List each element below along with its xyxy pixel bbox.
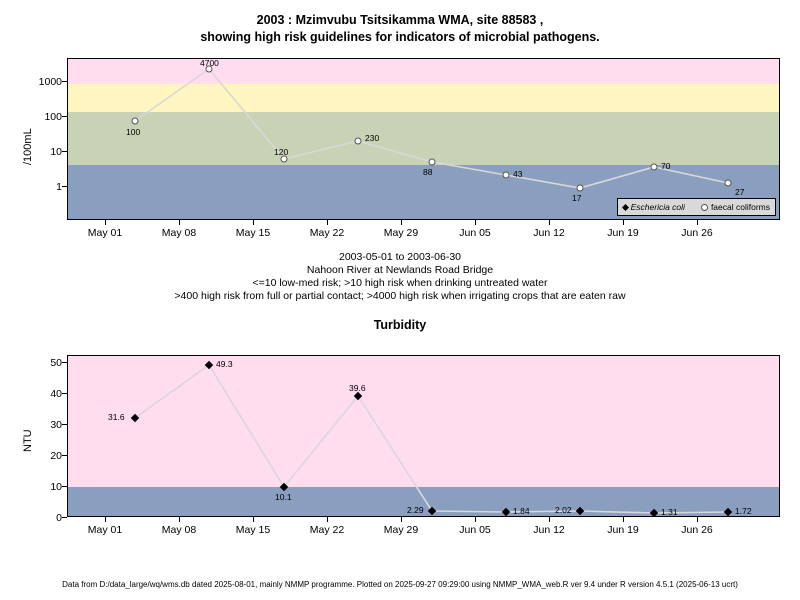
plot2-point-label: 2.29: [407, 505, 424, 515]
plot2-point-label: 1.31: [661, 507, 678, 517]
plot1-point-label: 43: [513, 169, 523, 179]
plot1-xtick-mark: [623, 220, 624, 225]
plot1-frame: [67, 58, 780, 220]
plot2-xtick-mark: [549, 517, 550, 522]
plot2-xtick-label: May 15: [235, 524, 271, 536]
legend-label-ecoli: Eschericia coli: [630, 202, 685, 212]
plot2-point-label: 1.84: [513, 506, 530, 516]
plot2-ytick-mark: [62, 455, 67, 456]
plot2-ytick-mark: [62, 486, 67, 487]
plot2-point-label: 31.6: [108, 412, 125, 422]
plot1-xtick-label: Jun 19: [607, 227, 639, 239]
plot1-point-label: 120: [274, 147, 289, 157]
plot2-ytick-mark: [62, 362, 67, 363]
turbidity-title: Turbidity: [373, 318, 427, 332]
plot1-point-label: 230: [365, 133, 380, 143]
plot1-xtick-mark: [401, 220, 402, 225]
plot1-point-label: 27: [735, 187, 745, 197]
plot2-point-label: 2.02: [555, 505, 572, 515]
page-title: [0, 12, 800, 46]
plot1-xtick-label: May 15: [235, 227, 271, 239]
plot1-ytick: 10: [50, 146, 62, 158]
plot1-xtick-label: Jun 05: [459, 227, 491, 239]
plot1-ytick-mark: [62, 151, 67, 152]
plot1-xtick-mark: [475, 220, 476, 225]
plot2-y-axis-label: NTU: [22, 429, 34, 452]
filled-diamond-icon: [622, 203, 629, 210]
plot2-ytick: 20: [50, 450, 62, 462]
plot1-xtick-label: May 29: [383, 227, 419, 239]
plot1-xtick-label: Jun 26: [681, 227, 713, 239]
plot2-xtick-label: Jun 05: [459, 524, 491, 536]
plot1-point-label: 100: [126, 127, 141, 137]
title-line-1: 2003 : Mzimvubu Tsitsikamma WMA, site 88583 ,: [256, 13, 544, 27]
plot2-xtick-mark: [401, 517, 402, 522]
plot2-ytick-mark: [62, 393, 67, 394]
plot2-point-label: 39.6: [349, 383, 366, 393]
plot2-xtick-mark: [253, 517, 254, 522]
title-line-2: showing high risk guidelines for indicators of microbial pathogens.: [200, 30, 600, 44]
plot1-xtick-mark: [327, 220, 328, 225]
plot1-point-label: 17: [572, 193, 582, 203]
plot2-ytick: 50: [50, 357, 62, 369]
caption-date-range: 2003-05-01 to 2003-06-30: [338, 251, 461, 263]
plot1-ytick: 100: [44, 111, 62, 123]
plot2-xtick-label: May 22: [309, 524, 345, 536]
plot2-xtick-label: Jun 26: [681, 524, 713, 536]
plot1-ytick-mark: [62, 186, 67, 187]
plot2-xtick-label: Jun 12: [533, 524, 565, 536]
plot2-frame: [67, 355, 780, 517]
plot1-xtick-mark: [253, 220, 254, 225]
plot1-xtick-label: Jun 12: [533, 227, 565, 239]
plot1-legend: [617, 198, 776, 216]
plot1-xtick-label: May 22: [309, 227, 345, 239]
plot1-point-label: 4700: [200, 58, 219, 68]
plot2-ytick-mark: [62, 424, 67, 425]
plot1-point-label: 70: [661, 161, 671, 171]
plot1-caption: [0, 251, 800, 303]
plot1-xtick-mark: [105, 220, 106, 225]
plot2-ytick-mark: [62, 517, 67, 518]
plot2-xtick-mark: [105, 517, 106, 522]
plot1-ytick-mark: [62, 81, 67, 82]
plot2-ytick: 10: [50, 481, 62, 493]
plot2-ytick: 30: [50, 419, 62, 431]
plot2-xtick-mark: [697, 517, 698, 522]
plot2-ytick: 0: [56, 512, 62, 524]
plot2-xtick-label: May 08: [161, 524, 197, 536]
legend-item-ecoli: [623, 202, 685, 212]
plot1-xtick-label: May 08: [161, 227, 197, 239]
plot1-ytick: 1: [56, 181, 62, 193]
plot1-ytick-mark: [62, 116, 67, 117]
plot2-ytick: 40: [50, 388, 62, 400]
plot1-series-svg: [68, 59, 779, 219]
turbidity-chart: [67, 355, 780, 517]
plot2-xtick-mark: [179, 517, 180, 522]
plot2-xtick-mark: [327, 517, 328, 522]
plot1-xtick-mark: [549, 220, 550, 225]
legend-label-faecal-coliforms: faecal coliforms: [710, 202, 770, 212]
plot1-xtick-mark: [697, 220, 698, 225]
legend-item-faecal-coliforms: [701, 202, 770, 212]
plot1-xtick-label: May 01: [87, 227, 123, 239]
plot2-xtick-mark: [623, 517, 624, 522]
caption-site: Nahoon River at Newlands Road Bridge: [306, 264, 494, 276]
plot1-point-label: 88: [423, 167, 433, 177]
plot2-point-label: 1.72: [735, 506, 752, 516]
caption-guideline-2: >400 high risk from full or partial contact; >4000 high risk when irrigating crops that are eaten raw: [174, 290, 626, 302]
plot1-xtick-mark: [179, 220, 180, 225]
caption-guideline-1: <=10 low-med risk; >10 high risk when drinking untreated water: [252, 277, 548, 289]
plot2-series-svg: [68, 356, 779, 516]
plot2-point-label: 49.3: [216, 359, 233, 369]
open-circle-icon: [701, 204, 708, 211]
plot2-point-label: 10.1: [275, 492, 292, 502]
plot2-xtick-label: Jun 19: [607, 524, 639, 536]
microbial-pathogens-chart: [67, 58, 780, 220]
plot2-xtick-label: May 29: [383, 524, 419, 536]
footer-note: Data from D:/data_large/wq/wms.db dated 2025-08-01, mainly NMMP programme. Plotted on 2025-09-27 09:29:00 using NMMP_WMA_web.R ver 9.4 under R version 4.5.1 (2025-06-13 ucrt): [62, 580, 738, 589]
plot2-xtick-label: May 01: [87, 524, 123, 536]
plot1-y-axis-label: /100mL: [22, 128, 34, 165]
plot2-xtick-mark: [475, 517, 476, 522]
plot1-ytick: 1000: [38, 76, 62, 88]
